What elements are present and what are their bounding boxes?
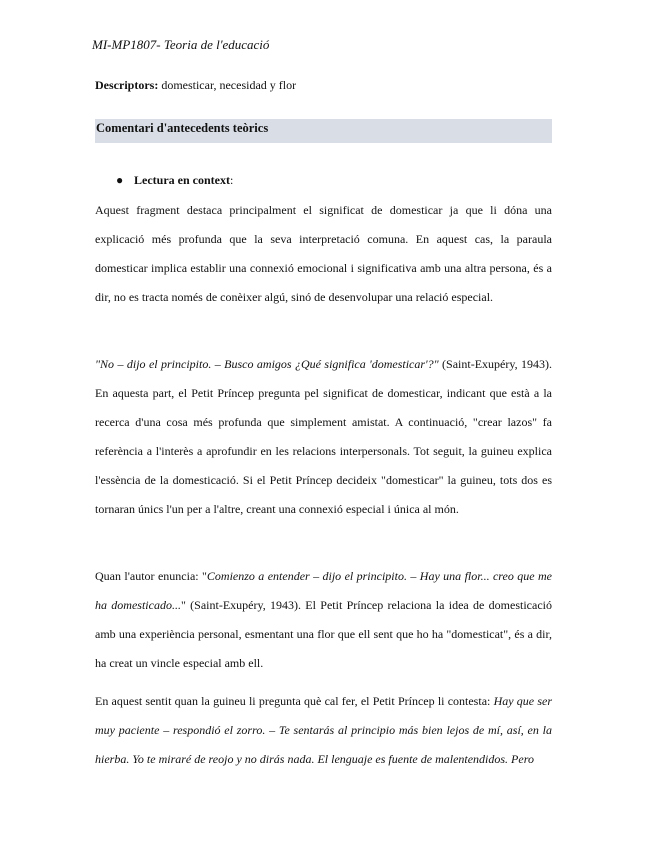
bullet-icon: ● xyxy=(116,173,124,187)
section-title: Comentari d'antecedents teòrics xyxy=(96,121,269,135)
bullet-item xyxy=(116,173,233,188)
paragraph-4-quote: Hay que ser muy paciente – respondió el zorro. – Te sentarás al principio más bien lejos de mí, así, en la hierba. Yo te miraré de reojo y no dirás nada. El lenguaje es fuente de malentendidos. Pero xyxy=(95,694,552,766)
paragraph-2-quote: "No – dijo el principito. – Busco amigos ¿Qué significa 'domesticar'?" xyxy=(95,357,439,371)
bullet-label: Lectura en context xyxy=(134,173,230,187)
bullet-suffix: : xyxy=(229,173,234,187)
paragraph-2-text: (Saint-Exupéry, 1943). En aquesta part, el Petit Príncep pregunta pel significat de domesticar, indicant que està a la recerca d'una cosa més profunda que simplement amistat. A continuació, "crear lazos" fa referència a l'interès a aprofundir en les relacions interpersonals. Tot seguit, la guineu explica l'essència de la domesticació. Si el Petit Príncep decideix "domesticar" la guineu, tots dos es tornaran únics l'un per a l'altre, creant una connexió especial i única al món. xyxy=(95,357,552,516)
paragraph-4 xyxy=(95,687,552,774)
descriptors-value: domesticar, necesidad y flor xyxy=(161,78,297,92)
descriptors-label: Descriptors: xyxy=(95,78,159,92)
paragraph-3-quote: Comienzo a entender – dijo el principito. – Hay una flor... creo que me ha domesticado... xyxy=(95,569,552,612)
paragraph-2 xyxy=(95,350,552,524)
paragraph-3-lead: Quan l'autor enuncia: " xyxy=(95,569,207,583)
paragraph-1: Aquest fragment destaca principalment el significat de domesticar ja que li dóna una explicació més profunda que la seva interpretació comuna. En aquest cas, la paraula domesticar implica establir una connexió emocional i significativa amb una altra persona, és a dir, no es tracta només de conèixer algú, sinó de desenvolupar una relació especial. xyxy=(95,203,552,304)
course-header: MI-MP1807- Teoria de l'educació xyxy=(92,37,270,52)
descriptors-line xyxy=(95,78,296,93)
paragraph-3 xyxy=(95,562,552,678)
paragraph-3-text: " (Saint-Exupéry, 1943). El Petit Príncep relaciona la idea de domesticació amb una experiència personal, esmentant una flor que ell sent que ho ha "domesticat", és a dir, ha creat un vincle especial amb ell. xyxy=(95,598,552,670)
paragraph-4-lead: En aquest sentit quan la guineu li pregunta què cal fer, el Petit Príncep li contesta: xyxy=(95,694,494,708)
section-banner xyxy=(95,119,552,143)
